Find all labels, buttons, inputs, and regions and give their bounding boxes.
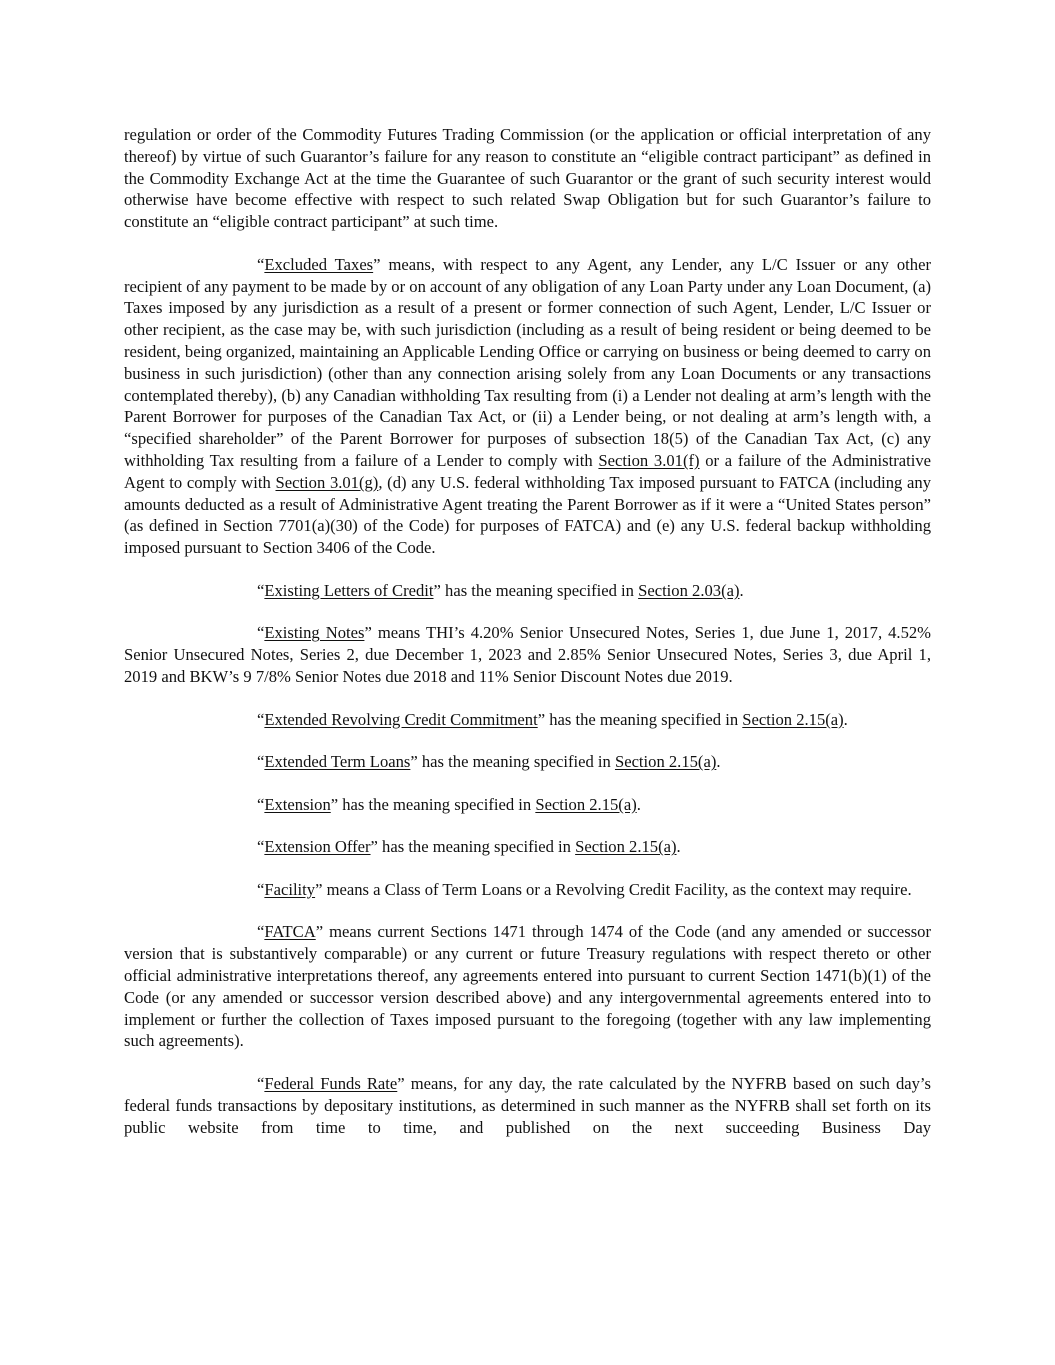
text-segment: , (d) any U.S. federal withholding Tax imposed pursuant to FATCA (including any amounts deducted as a result of Administrative Agent treating the Parent Borrower as if it were a “United States person” (as defined in Section 7701(a)(30) of the Code) for purposes of FATCA) and (e) any U.S. federal backup withholding imposed pursuant to Section 3406 of the Code. — [124, 472, 932, 558]
paragraph-excluded-swap-continuation — [124, 124, 931, 233]
defined-term: Extension — [264, 794, 331, 814]
text-segment: . — [716, 752, 721, 772]
definition-extended-revolving-credit-commitment — [124, 709, 931, 731]
text-segment: “ — [257, 709, 265, 729]
section-reference: Section 2.15(a) — [614, 752, 717, 772]
text-segment: ” has the meaning specified in — [537, 709, 743, 729]
text-segment: ” means, for any day, the rate calculated by the NYFRB based on such day’s federal funds transactions by depositary institutions, as determined in such manner as the NYFRB shall set forth on its public website from time to time, and published on the next succeeding Business Day — [124, 1074, 931, 1137]
text-segment: “ — [257, 922, 265, 942]
text-segment: ” has the meaning specified in — [370, 837, 576, 857]
text-segment: “ — [257, 879, 265, 899]
text-segment: regulation or order of the Commodity Futures Trading Commission (or the application or official interpretation of any thereof) by virtue of such Guarantor’s failure for any reason to constitute an “eligible contract participant” as defined in the Commodity Exchange Act at the time the Guarantee of such Guarantor or the grant of such security interest would otherwise have become effective with respect to such related Swap Obligation but for such Guarantor’s failure to constitute an “eligible contract participant” at such time. — [124, 125, 931, 232]
defined-term: FATCA — [264, 922, 316, 942]
definition-facility — [124, 879, 931, 901]
defined-term: Excluded Taxes — [264, 254, 374, 274]
text-segment: . — [739, 580, 744, 600]
definition-existing-notes — [124, 622, 931, 687]
section-reference: Section 3.01(f) — [598, 450, 700, 470]
text-segment: “ — [257, 623, 265, 643]
text-segment: “ — [257, 752, 265, 772]
section-reference: Section 2.15(a) — [535, 794, 637, 814]
text-segment: “ — [257, 254, 265, 274]
section-reference: Section 3.01(g) — [275, 472, 379, 492]
text-segment: “ — [257, 580, 265, 600]
section-reference: Section 2.15(a) — [575, 837, 677, 857]
text-segment: “ — [257, 794, 265, 814]
text-segment: “ — [257, 1074, 265, 1094]
definition-extended-term-loans — [124, 751, 931, 773]
text-segment: . — [843, 709, 848, 729]
text-segment: ” means a Class of Term Loans or a Revolving Credit Facility, as the context may require. — [315, 879, 912, 899]
definition-existing-letters-of-credit — [124, 580, 931, 602]
defined-term: Existing Notes — [264, 623, 365, 643]
defined-term: Extended Term Loans — [264, 752, 411, 772]
definition-federal-funds-rate — [124, 1073, 931, 1138]
text-segment: ” means THI’s 4.20% Senior Unsecured Notes, Series 1, due June 1, 2017, 4.52% Senior Unsecured Notes, Series 2, due December 1, 2023 and 2.85% Senior Unsecured Notes, Series 3, due April 1, 2019 and BKW’s 9 7/8% Senior Notes due 2018 and 11% Senior Discount Notes due 2019. — [124, 623, 931, 686]
section-reference: Section 2.15(a) — [742, 709, 844, 729]
defined-term: Facility — [264, 879, 316, 899]
defined-term: Existing Letters of Credit — [264, 580, 434, 600]
definition-excluded-taxes — [124, 254, 931, 559]
document-page — [124, 124, 931, 1159]
text-segment: ” has the meaning specified in — [410, 752, 615, 772]
defined-term: Extended Revolving Credit Commitment — [264, 709, 538, 729]
text-segment: . — [676, 837, 681, 857]
text-segment: ” means, with respect to any Agent, any Lender, any L/C Issuer or any other recipient of any payment to be made by or on account of any obligation of any Loan Party under any Loan Document, (a) Taxes imposed by any jurisdiction as a result of a present or former connection of such Agent, Lender, L/C Issuer or other recipient, as the case may be, with such jurisdiction (including as a result of being resident or being deemed to be resident, being organized, maintaining an Applicable Lending Office or carrying on business or being deemed to carry on business in such jurisdiction) (other than any connection arising solely from any Loan Documents or any transactions contemplated thereby), (b) any Canadian withholding Tax resulting from (i) a Lender not dealing at arm’s length with the Parent Borrower for purposes of the Canadian Tax Act, or (ii) a Lender being, or not dealing at arm’s length with, a “specified shareholder” of the Parent Borrower for purposes of subsection 18(5) of the Canadian Tax Act, (c) any withholding Tax resulting from a failure of a Lender to comply with — [124, 254, 931, 470]
text-segment: . — [636, 794, 641, 814]
text-segment: ” has the meaning specified in — [330, 794, 536, 814]
defined-term: Extension Offer — [264, 837, 371, 857]
section-reference: Section 2.03(a) — [638, 580, 740, 600]
definition-extension — [124, 794, 931, 816]
text-segment: “ — [257, 837, 265, 857]
definition-fatca — [124, 921, 931, 1052]
text-segment: or a failure of the Administrative Agent to comply with — [124, 450, 932, 492]
definition-extension-offer — [124, 836, 931, 858]
text-segment: ” means current Sections 1471 through 1474 of the Code (and any amended or successor version that is substantively comparable) or any current or future Treasury regulations with respect thereto or other official administrative interpretations thereof, any agreements entered into pursuant to current Section 1471(b)(1) of the Code (or any amended or successor version described above) and any intergovernmental agreements entered into to implement or further the collection of Taxes imposed pursuant to the foregoing (together with any law implementing such agreements). — [124, 922, 931, 1051]
text-segment: ” has the meaning specified in — [433, 580, 639, 600]
defined-term: Federal Funds Rate — [264, 1074, 398, 1094]
